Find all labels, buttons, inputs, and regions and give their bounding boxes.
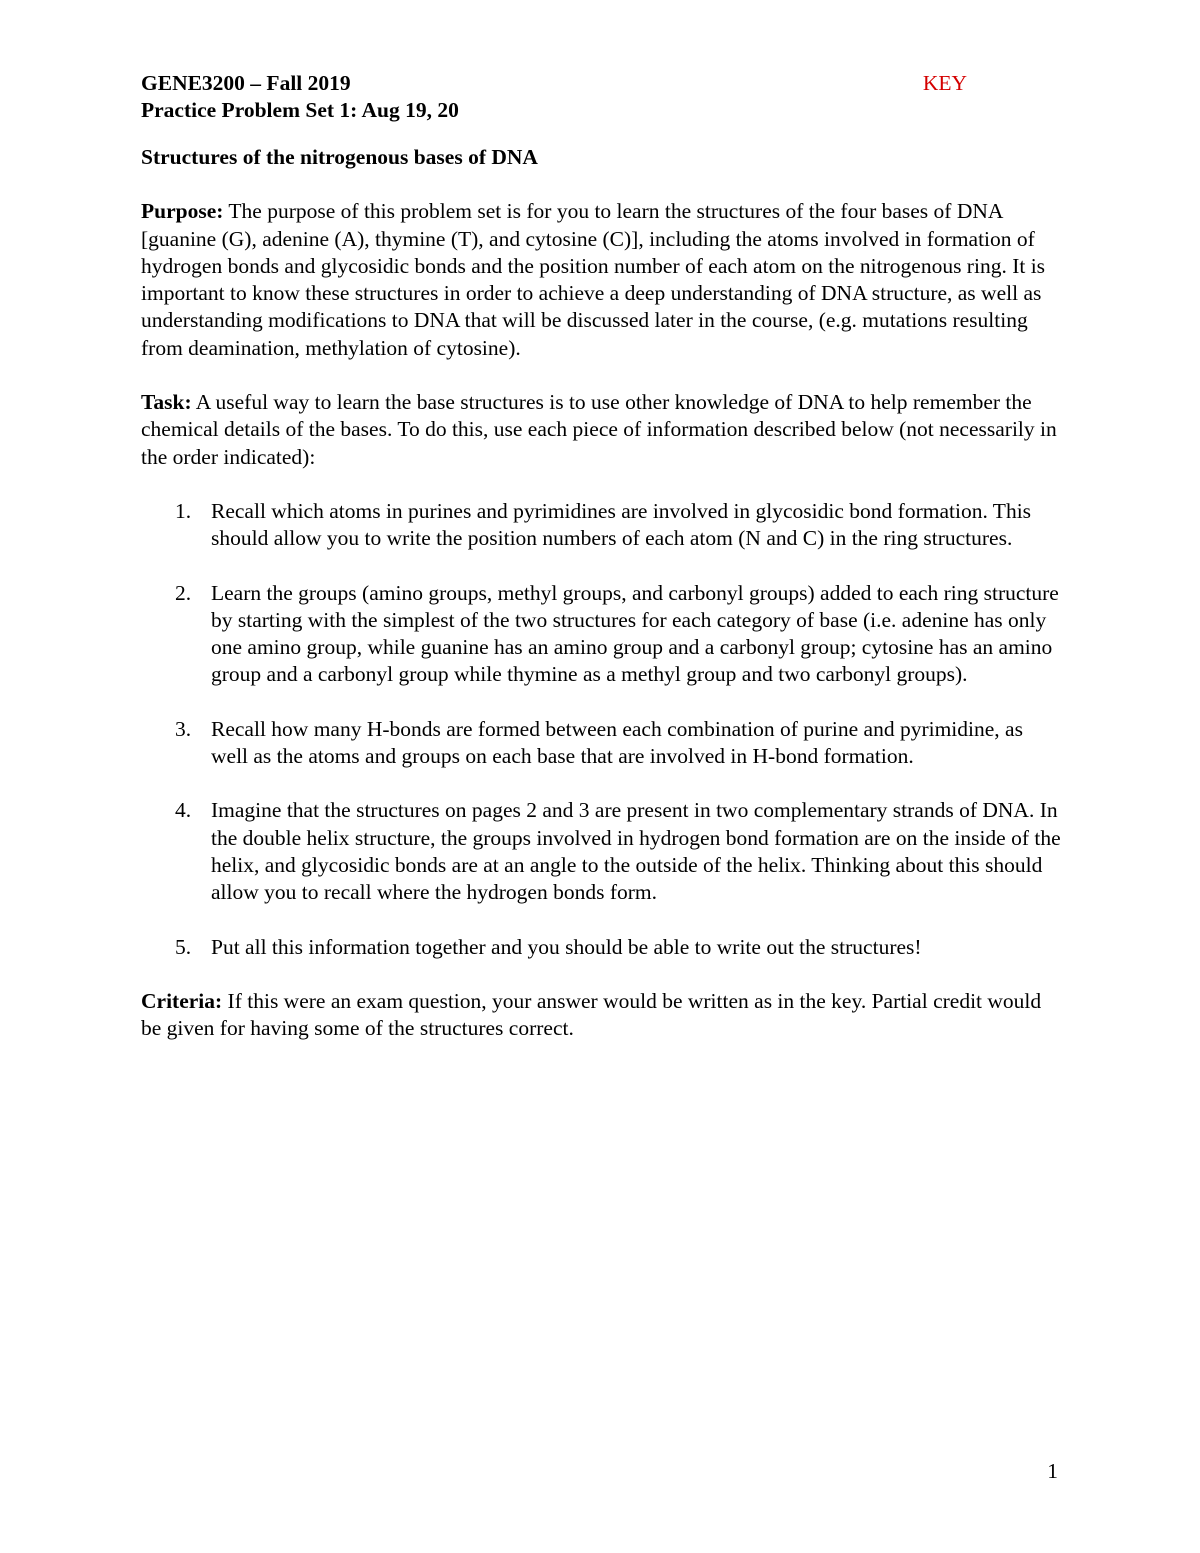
list-item-number: 2. [175, 580, 192, 605]
page-number: 1 [1047, 1459, 1058, 1483]
task-list [141, 498, 1061, 961]
list-item [141, 716, 1061, 771]
document-header [141, 70, 971, 125]
list-item [141, 498, 1061, 553]
purpose-paragraph [141, 198, 1061, 362]
list-item [141, 934, 1061, 961]
course-title: GENE3200 – Fall 2019 [141, 71, 351, 95]
list-item-text: Put all this information together and you should be able to write out the structures! [211, 934, 922, 959]
purpose-label: Purpose: [141, 199, 224, 224]
list-item-number: 4. [175, 798, 192, 823]
list-item [141, 797, 1061, 906]
section-title: Structures of the nitrogenous bases of DNA [141, 145, 538, 169]
task-text: A useful way to learn the base structures is to use other knowledge of DNA to help remember the chemical details of the bases. To do this, use each piece of information described below (not necessarily in the order indicated): [141, 390, 1057, 469]
list-item-text: Recall which atoms in purines and pyrimidines are involved in glycosidic bond formation. This should allow you to write the position numbers of each atom (N and C) in the ring structures. [211, 498, 1032, 551]
key-label: KEY [922, 71, 967, 95]
list-item-number: 1. [175, 498, 192, 523]
purpose-text: The purpose of this problem set is for you to learn the structures of the four bases of DNA [guanine (G), adenine (A), thymine (T), and cytosine (C)], including the atoms involved in formation of hydrogen bonds and glycosidic bonds and the position number of each atom on the nitrogenous ring. It is important to know these structures in order to achieve a deep understanding of DNA structure, as well as understanding modifications to DNA that will be discussed later in the course, (e.g. mutations resulting from deamination, methylation of cytosine). [141, 199, 1046, 360]
list-item-number: 5. [175, 934, 192, 959]
list-item-text: Imagine that the structures on pages 2 and 3 are present in two complementary strands of DNA. In the double helix structure, the groups involved in hydrogen bond formation are on the inside of the helix, and glycosidic bonds are at an angle to the outside of the helix. Thinking about this should allow you to recall where the hydrogen bonds form. [211, 798, 1061, 905]
criteria-text: If this were an exam question, your answer would be written as in the key. Partial credit would be given for having some of the structures correct. [141, 988, 1042, 1041]
task-label: Task: [141, 390, 192, 415]
task-paragraph [141, 389, 1061, 471]
criteria-label: Criteria: [141, 988, 223, 1013]
list-item-text: Recall how many H-bonds are formed between each combination of purine and pyrimidine, as well as the atoms and groups on each base that are involved in H-bond formation. [211, 716, 1023, 769]
problem-set-title: Practice Problem Set 1: Aug 19, 20 [141, 98, 459, 123]
criteria-paragraph [141, 988, 1061, 1043]
list-item-text: Learn the groups (amino groups, methyl groups, and carbonyl groups) added to each ring structure by starting with the simplest of the two structures for each category of base (i.e. adenine has only one amino group, while guanine has an amino group and a carbonyl group; cytosine has an amino group and a carbonyl group while thymine as a methyl group and two carbonyl groups). [211, 580, 1059, 687]
list-item [141, 580, 1061, 689]
document-body [141, 144, 1061, 1069]
list-item-number: 3. [175, 716, 192, 741]
